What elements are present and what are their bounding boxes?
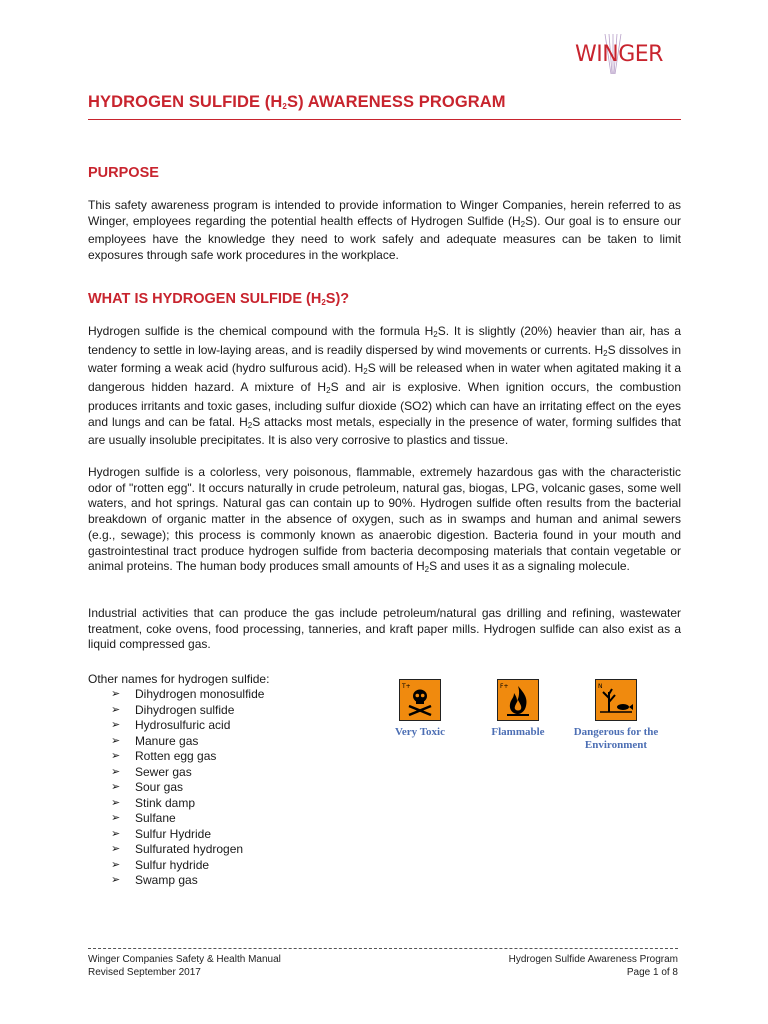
footer-page-number: Page 1 of 8	[626, 967, 678, 978]
what-is-heading: WHAT IS HYDROGEN SULFIDE $(H_2S)$?	[88, 291, 350, 307]
flame-icon	[497, 679, 539, 721]
arrow-bullet-icon: ➢	[111, 858, 121, 871]
list-item	[108, 858, 264, 874]
hazard-environment	[566, 679, 666, 752]
dead-tree-fish-icon	[595, 679, 637, 721]
arrow-bullet-icon: ➢	[111, 827, 121, 840]
list-item-label: Sewer gas	[135, 764, 192, 779]
arrow-bullet-icon: ➢	[111, 781, 121, 793]
list-item-label: Manure gas	[135, 733, 199, 748]
list-item	[108, 765, 264, 781]
list-item	[108, 687, 264, 703]
hazard-very-toxic	[385, 679, 455, 739]
list-item-label: Dihydrogen sulfide	[135, 702, 235, 717]
arrow-bullet-icon: ➢	[111, 734, 121, 747]
list-item-label: Hydrosulfuric acid	[135, 718, 231, 732]
what-is-paragraph-2: Hydrogen sulfide is a colorless, very poisonous, flammable, extremely hazardous gas with the characteristic odor of "rotten egg". It occurs naturally in crude petroleum, natural gas, biogas, LPG, volcanic gases, some well waters, and hot springs. Natural gas can contain up to 90%. Hydrogen sulfide often results from the bacterial breakdown of organic matter in the absence of oxygen, such as in swamps and human and animal sewers (e.g., sewage); this process is commonly known as anaerobic digestion. Bacteria found in your mouth and gastrointestinal tract produce hydrogen sulfide from bacteria decomposing materials that contain vegetable or animal proteins. The human body produces small amounts of $H_2S$ and uses it as a signaling molecule.	[88, 465, 681, 575]
winger-logo	[575, 34, 685, 78]
list-item-label: Sulfane	[135, 811, 176, 825]
arrow-bullet-icon: ➢	[111, 719, 121, 731]
list-item	[108, 827, 264, 843]
title-divider	[88, 119, 681, 120]
hazard-flammable	[483, 679, 553, 739]
list-item-label: Sulfur Hydride	[135, 826, 212, 841]
footer-left	[88, 953, 281, 979]
hazard-label: Very Toxic	[394, 726, 445, 738]
list-item	[108, 703, 264, 719]
list-item	[108, 842, 264, 858]
list-item-label: Rotten egg gas	[135, 749, 217, 763]
footer-manual-name: Winger Companies Safety & Health Manual	[88, 954, 281, 965]
arrow-bullet-icon: ➢	[111, 765, 121, 778]
svg-text:F+: F+	[500, 683, 509, 690]
arrow-bullet-icon: ➢	[111, 703, 121, 716]
list-item-label: Swamp gas	[135, 873, 198, 887]
page-title: HYDROGEN SULFIDE $(H_2S)$ AWARENESS PROGRAM	[88, 93, 506, 111]
arrow-bullet-icon: ➢	[111, 874, 121, 886]
list-item	[108, 734, 264, 750]
logo-text: WINGER	[575, 42, 663, 67]
hazard-label: Flammable	[491, 726, 545, 738]
hazard-label: Dangerous for the Environment	[573, 726, 659, 751]
footer-revised-date: Revised September 2017	[88, 967, 201, 978]
arrow-bullet-icon: ➢	[111, 843, 121, 855]
list-item	[108, 811, 264, 827]
skull-crossbones-icon	[399, 679, 441, 721]
list-item	[108, 780, 264, 796]
purpose-paragraph: This safety awareness program is intended to provide information to Winger Companies, herein referred to as Winger, employees regarding the potential health effects of Hydrogen Sulfide $(H_2S)$. Our goal is to ensure our employees have the knowledge they need to work safely and adequate measures can be taken to limit exposures through safe work procedures in the workplace.	[88, 198, 681, 263]
what-is-paragraph-1: Hydrogen sulfide is the chemical compound with the formula $H_2S$. It is slightly (20%) heavier than air, has a tendency to settle in low-laying areas, and is readily dispersed by wind movements or currents. $H_2S$ dissolves in water forming a weak acid (hydro sulfurous acid). $H_2S$ will be released when in water when agitated making it a dangerous hidden hazard. A mixture of $H_2S$ and air is explosive. When ignition occurs, the combustion produces irritants and toxic gases, including sulfur dioxide (SO2) which can have an irritating effect on the eyes and lungs and can be fatal. $H_2S$ attacks most metals, especially in the presence of water, forming sulfides that are usually insoluble precipitates. It is also very corrosive to plastics and tissue.	[88, 324, 682, 448]
list-item-label: Sulfurated hydrogen	[135, 842, 244, 856]
footer-right	[509, 953, 678, 979]
list-item	[108, 873, 264, 889]
list-item	[108, 718, 264, 734]
other-names-intro: Other names for hydrogen sulfide:	[88, 672, 270, 686]
svg-text:T+: T+	[402, 683, 411, 690]
arrow-bullet-icon: ➢	[111, 750, 121, 762]
footer-program-name: Hydrogen Sulfide Awareness Program	[508, 954, 678, 965]
list-item-label: Stink damp	[135, 795, 196, 810]
other-names-list	[108, 687, 264, 889]
purpose-heading: PURPOSE	[88, 165, 159, 181]
list-item	[108, 749, 264, 765]
arrow-bullet-icon: ➢	[111, 812, 121, 824]
list-item	[108, 796, 264, 812]
arrow-bullet-icon: ➢	[111, 688, 121, 700]
footer-divider	[88, 948, 678, 949]
list-item-label: Dihydrogen monosulfide	[135, 687, 265, 701]
what-is-paragraph-3: Industrial activities that can produce the gas include petroleum/natural gas drilling and refining, wastewater treatment, coke ovens, food processing, tanneries, and kraft paper mills. Hydrogen sulfide can also exist as a liquid compressed gas.	[88, 606, 681, 652]
arrow-bullet-icon: ➢	[111, 796, 121, 809]
svg-text:N: N	[598, 683, 603, 690]
list-item-label: Sour gas	[135, 780, 184, 794]
list-item-label: Sulfur hydride	[135, 857, 210, 872]
